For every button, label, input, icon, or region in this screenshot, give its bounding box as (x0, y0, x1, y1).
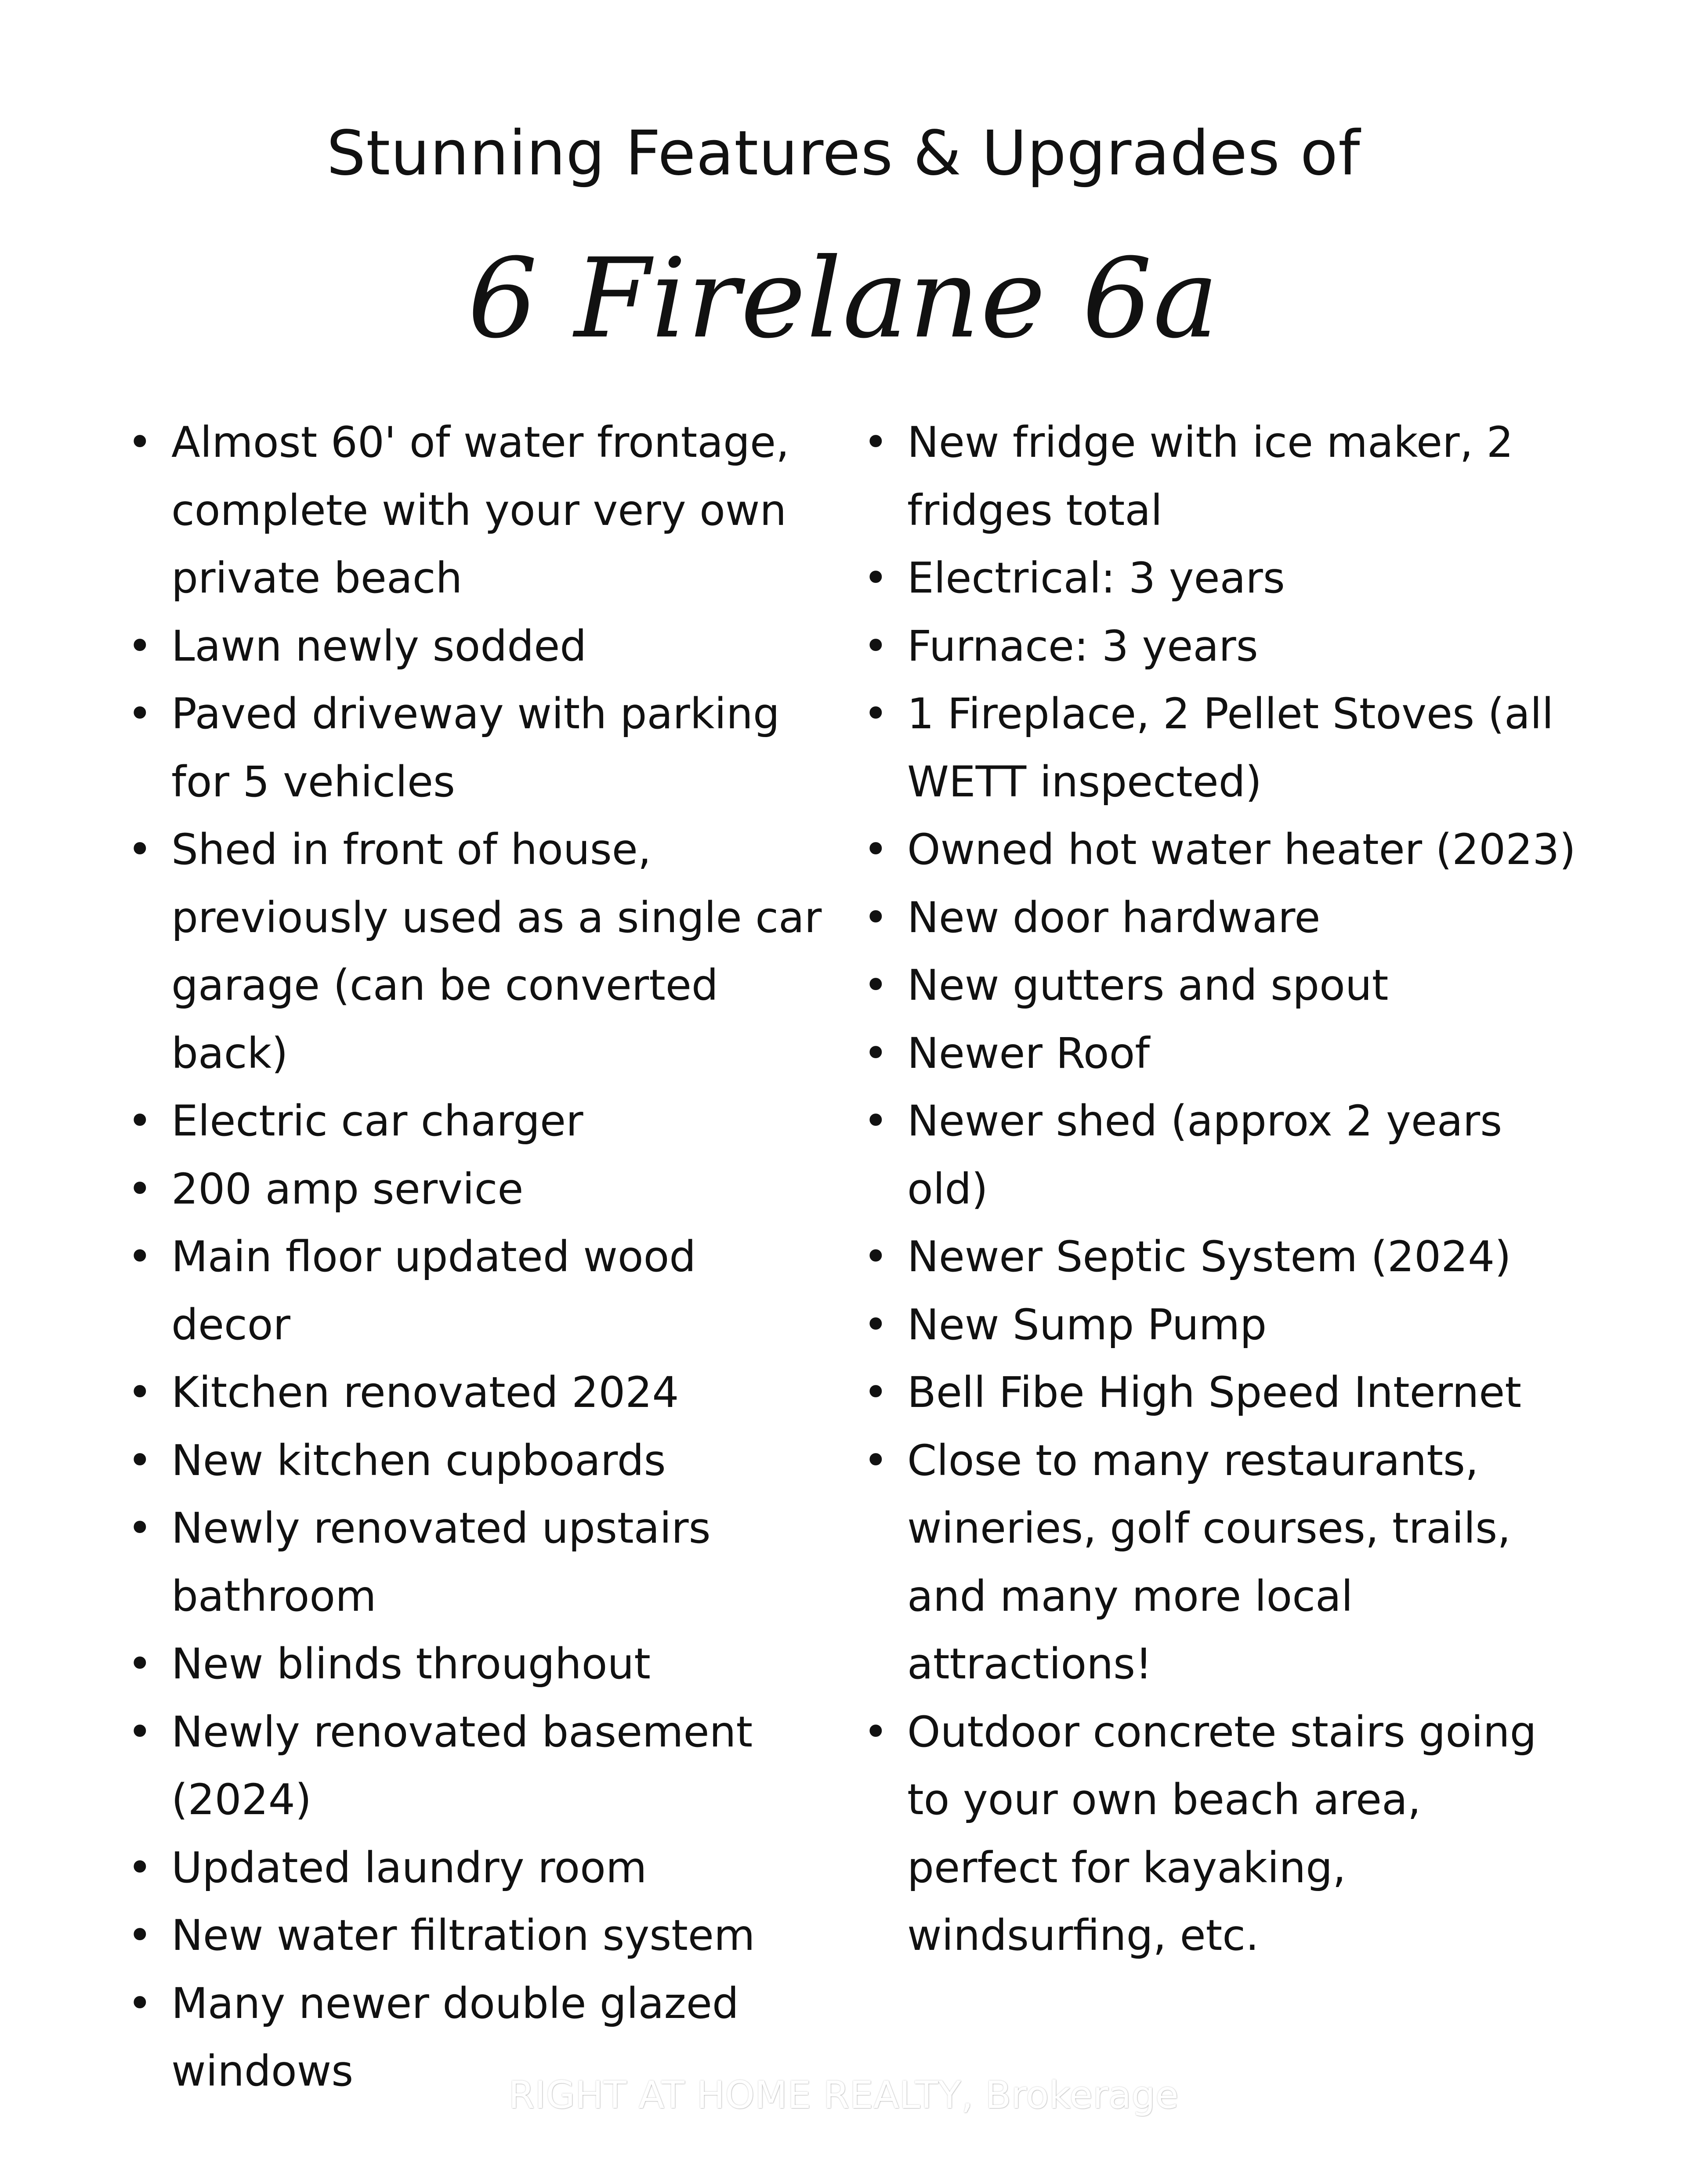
bullet-icon: • (127, 1096, 152, 1146)
feature-item-line: Bell Fibe High Speed Internet (907, 1368, 1521, 1417)
bullet-icon: • (127, 1368, 152, 1417)
feature-item-line: Owned hot water heater (2023) (907, 825, 1576, 874)
feature-item (859, 1223, 1641, 1291)
feature-item (123, 1494, 844, 1630)
bullet-icon: • (127, 1843, 152, 1892)
brokerage-watermark: RIGHT AT HOME REALTY, Brokerage (508, 2073, 1179, 2117)
feature-item-line: New fridge with ice maker, 2 (907, 418, 1513, 467)
features-list-left (123, 409, 844, 2105)
feature-item (123, 409, 844, 612)
feature-item-line: Almost 60' of water frontage, (171, 418, 789, 467)
feature-item-line: old) (907, 1164, 988, 1214)
bullet-icon: • (127, 1707, 152, 1757)
bullet-icon: • (863, 961, 888, 1010)
feature-item-line: Kitchen renovated 2024 (171, 1368, 679, 1417)
feature-item (123, 1155, 844, 1223)
feature-item (859, 409, 1641, 544)
page-title: 6 Firelane 6a (467, 235, 1220, 362)
feature-item (123, 680, 844, 816)
feature-item (859, 1359, 1641, 1427)
feature-item-line: garage (can be converted (171, 961, 718, 1010)
feature-item-line: Electric car charger (171, 1096, 583, 1146)
feature-item-line: Newly renovated upstairs (171, 1504, 711, 1553)
feature-item (123, 1223, 844, 1359)
feature-item-line: (2024) (171, 1775, 312, 1824)
feature-item-line: 200 amp service (171, 1164, 524, 1214)
feature-item-line: previously used as a single car (171, 893, 822, 942)
bullet-icon: • (127, 689, 152, 738)
feature-item-line: Furnace: 3 years (907, 621, 1258, 671)
feature-item-line: and many more local (907, 1571, 1353, 1621)
feature-item (123, 1698, 844, 1834)
feature-item (123, 1087, 844, 1155)
bullet-icon: • (863, 1300, 888, 1349)
feature-item (859, 951, 1641, 1020)
bullet-icon: • (127, 1232, 152, 1281)
feature-item (123, 1902, 844, 1970)
feature-item (859, 1291, 1641, 1359)
bullet-icon: • (863, 825, 888, 874)
page-subtitle: Stunning Features & Upgrades of (326, 118, 1361, 189)
feature-item (123, 1834, 844, 1902)
feature-item (123, 816, 844, 1087)
feature-item-line: bathroom (171, 1571, 376, 1621)
bullet-icon: • (863, 1707, 888, 1757)
feature-item-line: windows (171, 2047, 354, 2096)
bullet-icon: • (863, 418, 888, 467)
feature-item (859, 1427, 1641, 1698)
feature-item-line: to your own beach area, (907, 1775, 1421, 1824)
feature-item (859, 816, 1641, 884)
feature-item (859, 1698, 1641, 1970)
feature-item-line: wineries, golf courses, trails, (907, 1504, 1511, 1553)
feature-item (859, 544, 1641, 612)
feature-item-line: windsurfing, etc. (907, 1911, 1259, 1960)
feature-item-line: Electrical: 3 years (907, 553, 1285, 603)
feature-item-line: New blinds throughout (171, 1639, 651, 1689)
feature-item (859, 1020, 1641, 1088)
feature-item-line: Newer Septic System (2024) (907, 1232, 1511, 1281)
feature-item-line: Outdoor concrete stairs going (907, 1707, 1537, 1757)
feature-item-line: WETT inspected) (907, 757, 1262, 806)
bullet-icon: • (863, 1368, 888, 1417)
feature-item (859, 1087, 1641, 1223)
bullet-icon: • (127, 418, 152, 467)
feature-item-line: Main floor updated wood (171, 1232, 696, 1281)
feature-item (123, 612, 844, 680)
feature-item (123, 1427, 844, 1495)
feature-item-line: Newer shed (approx 2 years (907, 1096, 1502, 1146)
feature-item-line: New water filtration system (171, 1911, 755, 1960)
feature-item-line: for 5 vehicles (171, 757, 456, 806)
feature-item-line: private beach (171, 553, 463, 603)
bullet-icon: • (863, 893, 888, 942)
feature-item (859, 884, 1641, 952)
bullet-icon: • (863, 1096, 888, 1146)
feature-item (123, 1630, 844, 1698)
feature-item-line: Newly renovated basement (171, 1707, 753, 1757)
bullet-icon: • (127, 1436, 152, 1485)
feature-item-line: fridges total (907, 485, 1162, 535)
bullet-icon: • (127, 1911, 152, 1960)
feature-item (859, 612, 1641, 680)
feature-item-line: back) (171, 1028, 288, 1078)
bullet-icon: • (127, 825, 152, 874)
bullet-icon: • (127, 1978, 152, 2028)
feature-item-line: New kitchen cupboards (171, 1436, 666, 1485)
feature-item-line: Lawn newly sodded (171, 621, 587, 671)
feature-item-line: complete with your very own (171, 485, 787, 535)
feature-item-line: Paved driveway with parking (171, 689, 780, 738)
bullet-icon: • (863, 1436, 888, 1485)
features-list-right (859, 409, 1641, 1970)
feature-item-line: New Sump Pump (907, 1300, 1267, 1349)
feature-item-line: attractions! (907, 1639, 1152, 1689)
bullet-icon: • (863, 689, 888, 738)
bullet-icon: • (127, 1504, 152, 1553)
bullet-icon: • (127, 1639, 152, 1689)
bullet-icon: • (863, 621, 888, 671)
feature-item-line: 1 Fireplace, 2 Pellet Stoves (all (907, 689, 1554, 738)
bullet-icon: • (127, 1164, 152, 1214)
bullet-icon: • (863, 553, 888, 603)
feature-item-line: decor (171, 1300, 290, 1349)
bullet-icon: • (863, 1028, 888, 1078)
feature-item-line: Updated laundry room (171, 1843, 647, 1892)
bullet-icon: • (127, 621, 152, 671)
feature-item-line: New door hardware (907, 893, 1321, 942)
feature-item-line: perfect for kayaking, (907, 1843, 1346, 1892)
feature-item-line: Newer Roof (907, 1028, 1150, 1078)
feature-item-line: Shed in front of house, (171, 825, 652, 874)
feature-item (123, 1359, 844, 1427)
feature-item-line: Many newer double glazed (171, 1978, 739, 2028)
feature-item-line: New gutters and spout (907, 961, 1389, 1010)
bullet-icon: • (863, 1232, 888, 1281)
feature-item (859, 680, 1641, 816)
feature-item-line: Close to many restaurants, (907, 1436, 1479, 1485)
